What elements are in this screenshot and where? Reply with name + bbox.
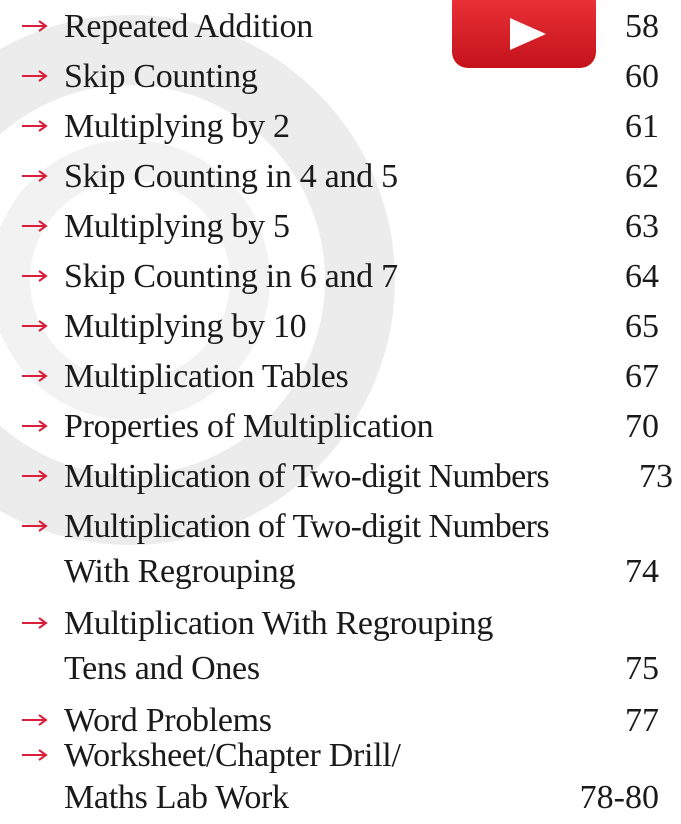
right-arrow-icon xyxy=(21,713,49,727)
toc-entry-title: Multiplication of Two-digit Numbers xyxy=(64,508,549,545)
toc-entry[interactable] xyxy=(0,732,681,824)
right-arrow-icon xyxy=(21,69,49,83)
right-arrow-icon xyxy=(21,119,49,133)
toc-entry-title: Word Problems xyxy=(64,702,272,739)
toc-entry-page: 61 xyxy=(625,108,659,145)
right-arrow-icon xyxy=(21,319,49,333)
toc-entry-title: Worksheet/Chapter Drill/ xyxy=(64,737,401,774)
right-arrow-icon xyxy=(21,748,49,762)
toc-entry-title: Skip Counting in 6 and 7 xyxy=(64,258,398,295)
right-arrow-icon xyxy=(21,219,49,233)
toc-entry-page: 64 xyxy=(625,258,659,295)
right-arrow-icon xyxy=(21,169,49,183)
toc-entry[interactable] xyxy=(0,153,681,200)
right-arrow-icon xyxy=(21,419,49,433)
toc-entry-page: 62 xyxy=(625,158,659,195)
toc-entry[interactable] xyxy=(0,253,681,300)
right-arrow-icon xyxy=(21,19,49,33)
toc-entry-title: Multiplying by 5 xyxy=(64,208,290,245)
right-arrow-icon xyxy=(21,469,49,483)
toc-entry-title: Multiplication Tables xyxy=(64,358,349,395)
toc-entry-title: Repeated Addition xyxy=(64,8,313,45)
toc-entry-title-continued: With Regrouping xyxy=(64,553,296,590)
toc-entry-page: 60 xyxy=(625,58,659,95)
toc-entry[interactable] xyxy=(0,353,681,400)
toc-entry[interactable] xyxy=(0,600,681,694)
toc-entry[interactable] xyxy=(0,103,681,150)
toc-entry-page: 77 xyxy=(625,702,659,739)
toc-entry[interactable] xyxy=(0,303,681,350)
toc-entry-page: 65 xyxy=(625,308,659,345)
toc-entry-page: 73 xyxy=(639,458,673,495)
toc-entry-page: 67 xyxy=(625,358,659,395)
toc-entry-title-continued: Maths Lab Work xyxy=(64,779,289,816)
toc-entry[interactable] xyxy=(0,203,681,250)
toc-entry-page: 58 xyxy=(625,8,659,45)
toc-entry-title: Multiplying by 10 xyxy=(64,308,307,345)
toc-entry[interactable] xyxy=(0,503,681,597)
toc-entry-title: Properties of Multiplication xyxy=(64,408,434,445)
right-arrow-icon xyxy=(21,616,49,630)
right-arrow-icon xyxy=(21,519,49,533)
toc-entry-title: Skip Counting xyxy=(64,58,258,95)
toc-entry[interactable] xyxy=(0,403,681,450)
toc-entry-page: 75 xyxy=(625,650,659,687)
toc-entry-title: Multiplication of Two-digit Numbers xyxy=(64,458,549,495)
toc-entry-title: Multiplication With Regrouping xyxy=(64,605,494,642)
toc-entry-title: Multiplying by 2 xyxy=(64,108,290,145)
toc-entry-title: Skip Counting in 4 and 5 xyxy=(64,158,398,195)
toc-entry-page: 70 xyxy=(625,408,659,445)
right-arrow-icon xyxy=(21,269,49,283)
toc-entry-page: 63 xyxy=(625,208,659,245)
right-arrow-icon xyxy=(21,369,49,383)
toc-entry-title-continued: Tens and Ones xyxy=(64,650,260,687)
toc-entry[interactable] xyxy=(0,453,681,500)
toc-entry-page: 74 xyxy=(625,553,659,590)
youtube-play-icon[interactable] xyxy=(452,0,596,68)
toc-entry-page: 78-80 xyxy=(579,779,659,816)
